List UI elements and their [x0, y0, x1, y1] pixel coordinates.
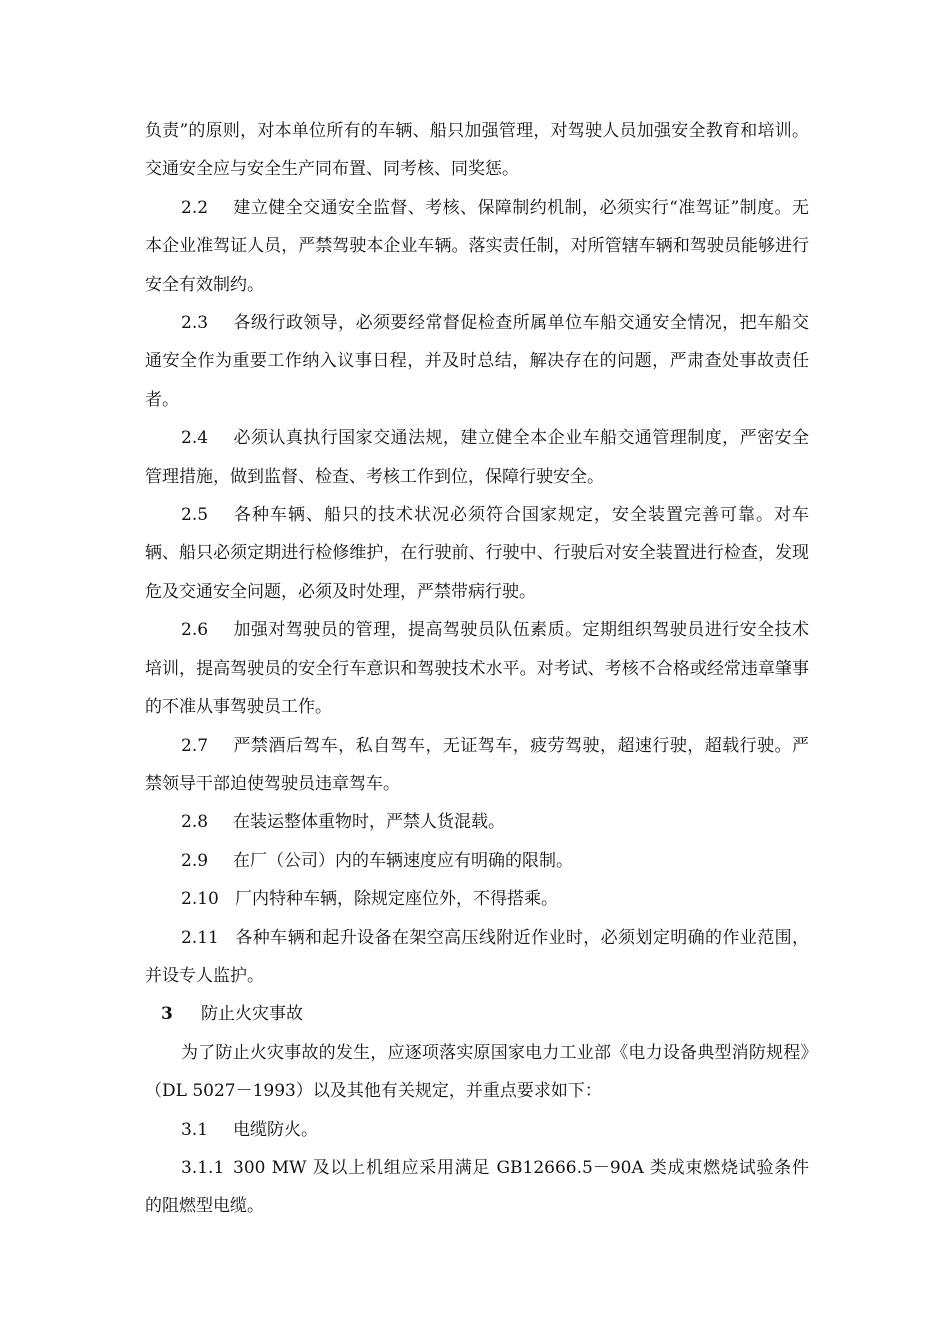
- clause-text: 电缆防火。: [233, 1119, 318, 1140]
- section-heading-3: [145, 995, 809, 1033]
- clause-text: 300 MW 及以上机组应采用满足 GB12666.5－90A 类成束燃烧试验条件的阻燃型电缆。: [145, 1157, 809, 1217]
- clause-text: 必须认真执行国家交通法规，建立健全本企业车船交通管理制度，严密安全管理措施，做到监督、检查、考核工作到位，保障行驶安全。: [145, 428, 809, 487]
- clause-text: 建立健全交通安全监督、考核、保障制约机制，必须实行“准驾证”制度。无本企业准驾证人员，严禁驾驶本企业车辆。落实责任制，对所管辖车辆和驾驶员能够进行安全有效制约。: [145, 197, 809, 295]
- clause-2-8: [145, 803, 809, 841]
- clause-number: 2.6: [181, 620, 209, 641]
- clause-text: 加强对驾驶员的管理，提高驾驶员队伍素质。定期组织驾驶员进行安全技术培训，提高驾驶员的安全行车意识和驾驶技术水平。对考试、考核不合格或经常违章肇事的不准从事驾驶员工作。: [145, 620, 809, 718]
- clause-2-10: [145, 880, 809, 918]
- clause-text: 在厂（公司）内的车辆速度应有明确的限制。: [233, 850, 573, 871]
- clause-text: 在装运整体重物时，严禁人货混载。: [233, 812, 505, 833]
- clause-number: 2.5: [181, 505, 209, 526]
- clause-text: 各种车辆、船只的技术状况必须符合国家规定，安全装置完善可靠。对车辆、船只必须定期进行检修维护，在行驶前、行驶中、行驶后对安全装置进行检查，发现危及交通安全问题，必须及时处理，严禁带病行驶。: [145, 505, 809, 602]
- clause-number: 2.4: [181, 428, 209, 449]
- clause-number: 2.8: [181, 812, 209, 833]
- clause-3-1: [145, 1111, 809, 1149]
- clause-number: 2.3: [181, 313, 209, 334]
- clause-3-1-1: [145, 1149, 809, 1226]
- document-body: [145, 112, 809, 1226]
- clause-2-11: [145, 919, 809, 996]
- clause-text: 各种车辆和起升设备在架空高压线附近作业时，必须划定明确的作业范围，并设专人监护。: [145, 927, 809, 986]
- clause-2-3: [145, 304, 809, 419]
- clause-2-9: [145, 842, 809, 880]
- clause-number: 2.2: [181, 197, 209, 218]
- clause-text: 严禁酒后驾车，私自驾车，无证驾车，疲劳驾驶，超速行驶，超载行驶。严禁领导干部迫使驾驶员违章驾车。: [145, 735, 809, 794]
- clause-2-5: [145, 496, 809, 611]
- clause-number: 2.10: [181, 889, 219, 910]
- clause-2-2: [145, 189, 809, 304]
- clause-2-7: [145, 727, 809, 804]
- section-title: 防止火灾事故: [201, 1004, 303, 1025]
- clause-text: 厂内特种车辆，除规定座位外，不得搭乘。: [235, 889, 558, 910]
- clause-number: 2.7: [181, 735, 209, 756]
- section-3-intro: 为了防止火灾事故的发生，应逐项落实原国家电力工业部《电力设备典型消防规程》（DL 5027－1993）以及其他有关规定，并重点要求如下：: [145, 1042, 809, 1102]
- clause-number: 3.1: [181, 1119, 209, 1140]
- clause-2-4: [145, 419, 809, 496]
- clause-number: 2.9: [181, 850, 209, 871]
- clause-number: 2.11: [181, 927, 219, 948]
- section-number: 3: [161, 1004, 173, 1025]
- clause-text: 各级行政领导，必须要经常督促检查所属单位车船交通安全情况，把车船交通安全作为重要工作纳入议事日程，并及时总结，解决存在的问题，严肃查处事故责任者。: [145, 313, 809, 410]
- clause-number: 3.1.1: [181, 1157, 225, 1178]
- paragraph-continuation: 负责”的原则，对本单位所有的车辆、船只加强管理，对驾驶人员加强安全教育和培训。交通安全应与安全生产同布置、同考核、同奖惩。: [145, 121, 809, 180]
- clause-2-6: [145, 611, 809, 726]
